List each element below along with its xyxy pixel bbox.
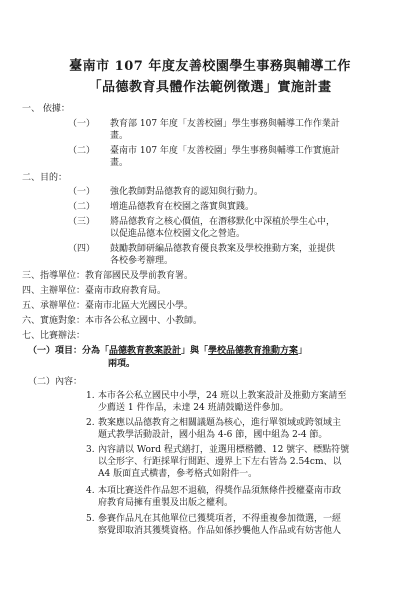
content-item-3-line-2: 以全形字、行距採單行間距、邊界上下左右皆為 2.54cm、以 <box>98 457 342 467</box>
section-1-item-2-number: （二） <box>68 146 96 156</box>
section-1-item-1-number: （一） <box>68 119 96 129</box>
section-2-item-3-number: （三） <box>68 217 96 227</box>
content-item-1-line-2: 少薦送 1 件作品，未達 24 班請鼓勵送件參加。 <box>98 403 289 413</box>
item-1-suffix: 」 <box>298 346 308 356</box>
section-2-item-4-line-1: 鼓勵教師研編品德教育優良教案及學校推動方案，並提供 <box>110 244 336 254</box>
item-1-connector: 」與「 <box>181 346 209 356</box>
content-item-4-number: 4. <box>86 486 95 496</box>
content-item-2-line-1: 教案應以品德教育之相關議題為核心，進行單領域或跨領域主 <box>98 418 342 428</box>
section-6-target: 六、實施對象：本市各公私立國中、小教師。 <box>22 316 203 326</box>
section-1-heading: 一、 依據： <box>22 104 70 114</box>
item-1-category-lesson-plan: 品德教育教案設計 <box>109 346 182 356</box>
section-2-item-4-number: （四） <box>68 244 96 254</box>
section-2-item-2-text: 增進品德教育在校園之落實與實踐。 <box>110 202 255 212</box>
content-item-4-line-2: 府教育局擁有重製及出版之權利。 <box>98 498 234 508</box>
section-3-guidance-unit: 三、指導單位：教育部國民及學前教育署。 <box>22 271 194 281</box>
content-item-3-number: 3. <box>86 445 95 455</box>
section-1-item-2-line-2: 畫。 <box>110 158 129 168</box>
content-item-2-number: 2. <box>86 418 95 428</box>
section-2-item-1-text: 強化教師對品德教育的認知與行動力。 <box>110 187 264 197</box>
content-item-1-number: 1. <box>86 391 95 401</box>
content-item-3-line-1: 內容請以 Word 程式繕打，並選用標楷體、12 號字、標點符號 <box>98 445 350 455</box>
section-7-heading: 七、比賽辦法： <box>22 331 86 341</box>
content-item-3-line-3: A4 版面直式横書，參考格式如附件一。 <box>98 469 258 479</box>
content-item-5-line-1: 參賽作品凡在其他單位已獲獎項者，不得重複參加徵選，一經 <box>98 514 342 524</box>
section-7-item-1-line-1 <box>28 345 307 357</box>
section-2-heading: 二、目的： <box>22 173 68 183</box>
content-item-4-line-1: 本項比賽送件作品恕不退稿，得獎作品須無條件授權臺南市政 <box>98 486 342 496</box>
document-title-line2: 「品德教育具體作法範例徵選」實施計畫 <box>88 80 332 95</box>
item-1-prefix: （一）項目：分為「 <box>28 346 110 356</box>
section-2-item-1-number: （一） <box>68 187 96 197</box>
section-2-item-3-line-1: 將品德教育之核心價值，在潛移默化中深植於學生心中， <box>110 217 336 227</box>
section-7-item-2-heading: （二）內容： <box>28 377 83 387</box>
section-2-item-2-number: （二） <box>68 202 96 212</box>
section-1-item-2-line-1: 臺南市 107 年度「友善校園」學生事務與輔導工作實施計 <box>110 146 340 156</box>
section-4-organizer: 四、主辦單位：臺南市政府教育局。 <box>22 286 167 296</box>
content-item-5-line-2: 察覺即取消其獲獎資格。作品如係抄襲他人作品或有妨害他人 <box>98 526 342 536</box>
section-1-item-1-line-2: 畫。 <box>110 131 129 141</box>
content-item-1-line-1: 本市各公私立國民中小學，24 班以上教案設計及推動方案請至 <box>98 391 347 401</box>
document-title-line1: 臺南市 107 年度友善校園學生事務與輔導工作 <box>69 59 351 74</box>
section-2-item-4-line-2: 各校參考辦理。 <box>110 256 174 266</box>
section-2-item-3-line-2: 以促進品德本位校園文化之營造。 <box>110 229 246 239</box>
content-item-5-number: 5. <box>86 514 95 524</box>
section-1-item-1-line-1: 教育部 107 年度「友善校園」學生事務與輔導工作作業計 <box>110 119 340 129</box>
item-1-category-school-plan: 學校品德教育推動方案 <box>208 346 299 356</box>
section-5-host: 五、承辦單位：臺南市北區大光國民小學。 <box>22 301 194 311</box>
content-item-2-line-2: 題式教學活動設計，國小組為 4-6 節，國中組為 2-4 節。 <box>98 430 328 440</box>
section-7-item-1-line-2: 兩項。 <box>108 359 136 369</box>
